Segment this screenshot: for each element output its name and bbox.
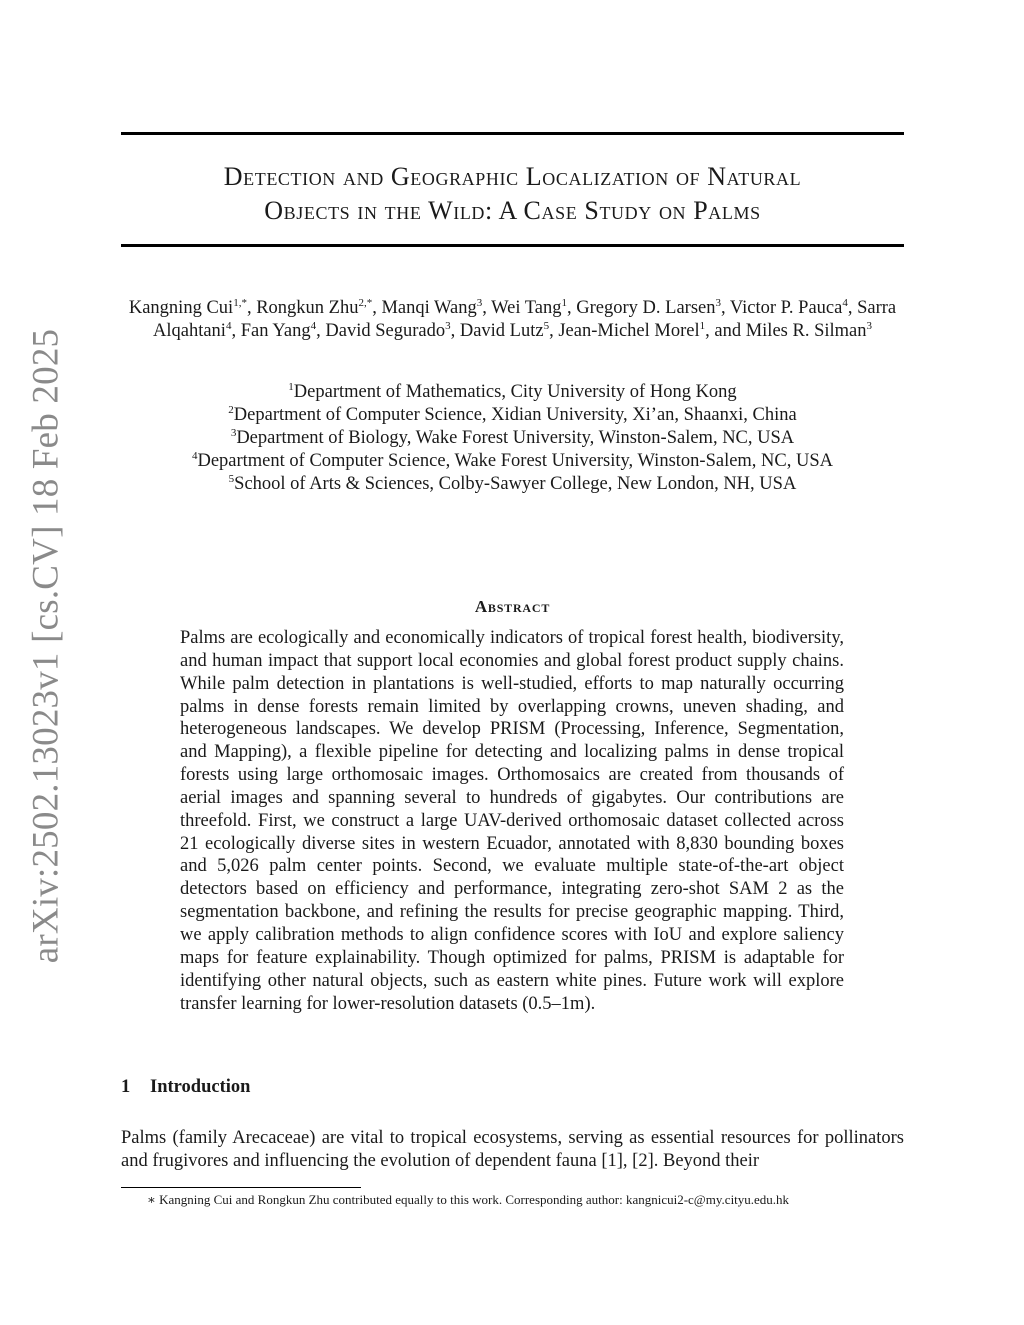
author-affiliation-marker: 3 <box>715 296 721 309</box>
section-heading-introduction <box>121 1077 250 1098</box>
author-name: Manqi Wang <box>381 298 477 318</box>
author-affiliation-marker: 4 <box>310 319 317 332</box>
affiliation-text: School of Arts & Sciences, Colby-Sawyer College, New London, NH, USA <box>234 474 797 494</box>
author-separator: , <box>231 321 241 341</box>
affiliation-number: 5 <box>228 472 235 485</box>
author-affiliation-marker: 4 <box>842 296 848 309</box>
arxiv-identifier-stamp: arXiv:2502.13023v1 [cs.CV] 18 Feb 2025 <box>25 328 67 964</box>
author-name: Fan Yang <box>240 321 311 341</box>
author-separator: , <box>567 298 577 318</box>
affiliation-text: Department of Mathematics, City University of Hong Kong <box>293 382 737 402</box>
author-name: Sarra Alqahtani <box>153 298 897 341</box>
author-affiliation-marker: 1,* <box>233 296 247 309</box>
title-top-rule <box>121 132 904 135</box>
affiliation-number: 2 <box>228 403 234 416</box>
section-number: 1 <box>121 1077 131 1097</box>
author-affiliation-marker: 4 <box>225 319 232 332</box>
author-name: Wei Tang <box>491 298 562 318</box>
abstract-heading: Abstract <box>474 597 551 616</box>
section-title: Introduction <box>150 1077 251 1097</box>
author-name: Miles R. Silman <box>745 321 867 341</box>
abstract-body: Palms are ecologically and economically indicators of tropical forest health, biodiversity, and human impact that support local economies and global forest product supply chains. While palm detection in plantations is well-studied, efforts to map naturally occurring palms in dense forests remain limited by overlapping crowns, uneven shading, and heterogeneous landscapes. We develop PRISM (Processing, Inference, Segmentation, and Mapping), a flexible pipeline for detecting and localizing palms in dense tropical forests using large orthomosaic images. Orthomosaics are created from thousands of aerial images and spanning several to hundreds of gigabytes. Our contributions are threefold. First, we construct a large UAV-derived orthomosaic dataset collected across 21 ecologically diverse sites in western Ecuador, annotated with 8,830 bounding boxes and 5,026 palm center points. Second, we evaluate multiple state-of-the-art object detectors based on efficiency and performance, integrating zero-shot SAM 2 as the segmentation backbone, and refining the results for precise geographic mapping. Third, we apply calibration methods to align confidence scores with IoU and explore saliency maps for feature explainability. Though optimized for palms, PRISM is adaptable for identifying other natural objects, such as eastern white pines. Future work will explore transfer learning for lower-resolution datasets (0.5–1m). <box>180 628 844 1014</box>
title-line-1: Detection and Geographic Localization of Natural <box>223 162 802 191</box>
affiliation-text: Department of Computer Science, Wake Forest University, Winston-Salem, NC, USA <box>197 451 834 471</box>
footnote-rule <box>121 1187 361 1188</box>
author-affiliation-marker: 3 <box>866 319 872 332</box>
author-affiliation-marker: 5 <box>543 319 550 332</box>
paper-title <box>121 160 904 228</box>
author-affiliation-marker: 1 <box>561 296 568 309</box>
affiliation-number: 4 <box>191 449 198 462</box>
author-separator: , <box>549 321 559 341</box>
affiliation-number: 1 <box>288 380 294 393</box>
author-name: Rongkun Zhu <box>256 298 359 318</box>
affiliation-line <box>121 404 904 427</box>
author-separator: , <box>316 321 326 341</box>
affiliation-list <box>121 381 904 496</box>
author-name: Gregory D. Larsen <box>576 298 716 318</box>
affiliation-line <box>121 427 904 450</box>
footnote: ∗ Kangning Cui and Rongkun Zhu contributed equally to this work. Corresponding author: kangnicui2-c@my.cityu.edu.hk <box>147 1192 790 1207</box>
author-affiliation-marker: 3 <box>476 296 483 309</box>
affiliation-text: Department of Computer Science, Xidian University, Xi’an, Shaanxi, China <box>233 405 797 425</box>
author-separator: , <box>482 298 492 318</box>
author-affiliation-marker: 2,* <box>358 296 373 309</box>
author-separator: , <box>246 298 257 318</box>
title-line-2: Objects in the Wild: A Case Study on Palms <box>264 196 761 225</box>
author-name: David Segurado <box>325 321 446 341</box>
affiliation-number: 3 <box>230 426 237 439</box>
author-separator: , <box>847 298 858 318</box>
affiliation-line <box>121 381 904 404</box>
affiliation-text: Department of Biology, Wake Forest University, Winston-Salem, NC, USA <box>236 428 795 448</box>
author-name: David Lutz <box>459 321 544 341</box>
author-separator: , <box>372 298 382 318</box>
author-separator: , and <box>705 321 746 341</box>
author-affiliation-marker: 3 <box>445 319 451 332</box>
author-separator: , <box>720 298 730 318</box>
author-affiliation-marker: 1 <box>699 319 706 332</box>
affiliation-line <box>121 473 904 496</box>
author-list <box>121 297 904 343</box>
author-name: Victor P. Pauca <box>729 298 843 318</box>
affiliation-line <box>121 450 904 473</box>
introduction-paragraph: Palms (family Arecaceae) are vital to tropical ecosystems, serving as essential resources for pollinators and frugivores and influencing the evolution of dependent fauna [1], [2]. Beyond their <box>121 1128 904 1171</box>
author-name: Jean-Michel Morel <box>558 321 700 341</box>
author-separator: , <box>450 321 460 341</box>
author-name: Kangning Cui <box>128 298 234 318</box>
title-bottom-rule <box>121 244 904 247</box>
